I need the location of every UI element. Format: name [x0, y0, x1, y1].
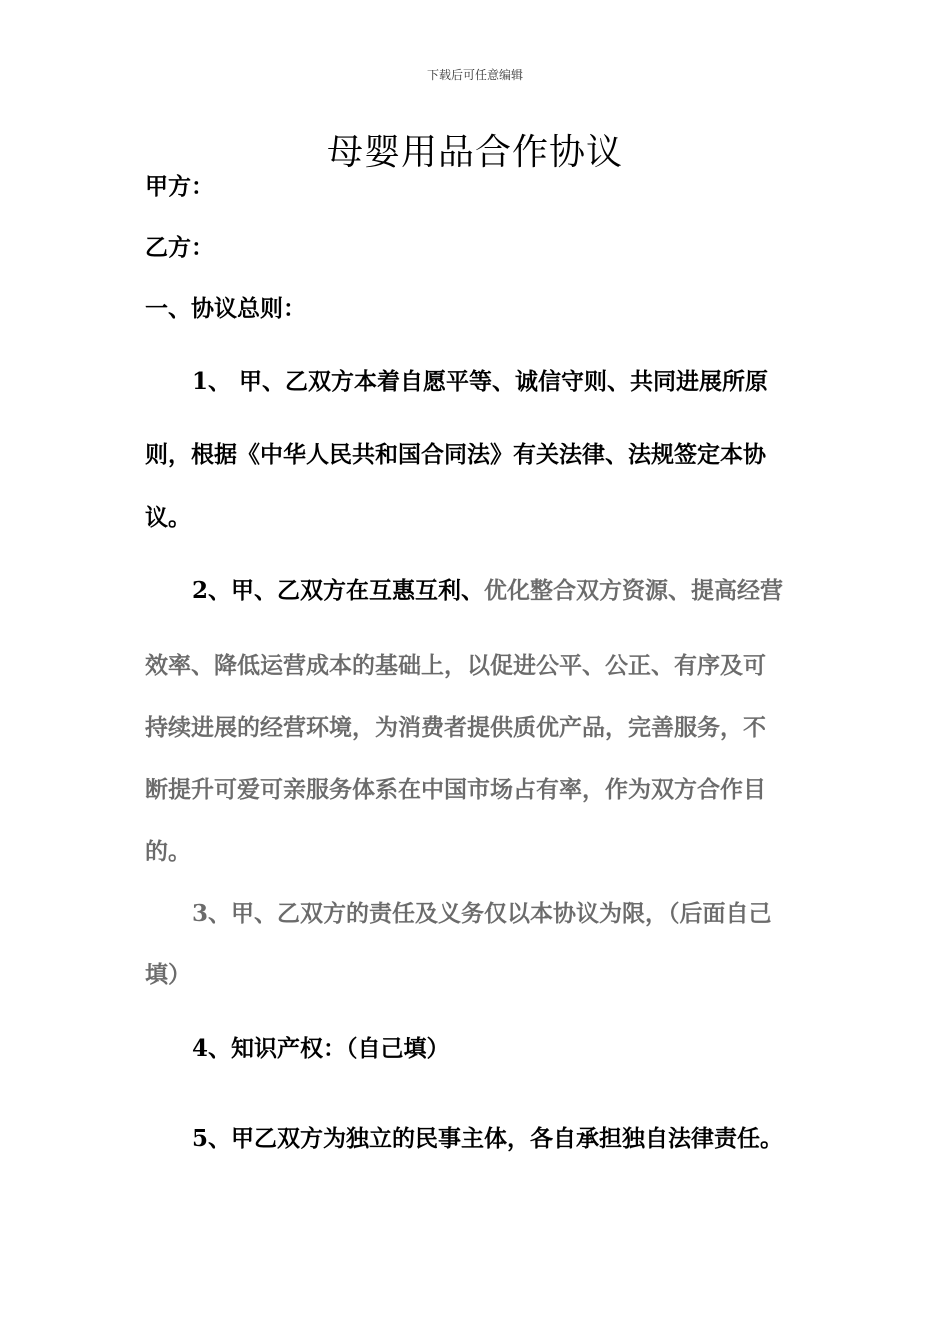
- clause-5: 5、甲乙双方为独立的民事主体，各自承担独自法律责任。: [192, 1125, 784, 1152]
- clause-2-line-1: [192, 576, 783, 606]
- clause-4: 4、知识产权：（自己填）: [192, 1035, 450, 1062]
- party-b-label: 乙方：: [145, 234, 214, 261]
- clause-2-line-1-black: 2、甲、乙双方在互惠互利、: [192, 577, 485, 604]
- clause-2-line-3: 持续进展的经营环境，为消费者提供质优产品，完善服务，不: [145, 714, 766, 741]
- clause-1-line-1: 1、 甲、乙双方本着自愿平等、诚信守则、共同进展所原: [192, 368, 769, 395]
- clause-1-line-3: 议。: [145, 504, 191, 531]
- clause-3-line-1: 3、甲、乙双方的责任及义务仅以本协议为限，（后面自己: [192, 900, 772, 927]
- clause-1-line-2: 则，根据《中华人民共和国合同法》有关法律、法规签定本协: [145, 441, 766, 468]
- clause-2-line-2: 效率、降低运营成本的基础上，以促进公平、公正、有序及可: [145, 652, 766, 679]
- party-a-label: 甲方：: [145, 173, 214, 200]
- header-note: 下载后可任意编辑: [426, 68, 523, 82]
- document-title: 母婴用品合作协议: [326, 132, 623, 173]
- clause-2-line-4: 断提升可爱可亲服务体系在中国市场占有率，作为双方合作目: [145, 776, 766, 803]
- clause-3-line-2: 填）: [145, 961, 191, 988]
- clause-2-line-1-gray: 优化整合双方资源、提高经营: [484, 577, 784, 604]
- clause-2-line-5: 的。: [145, 838, 191, 865]
- section-heading-general: 一、协议总则：: [145, 295, 306, 322]
